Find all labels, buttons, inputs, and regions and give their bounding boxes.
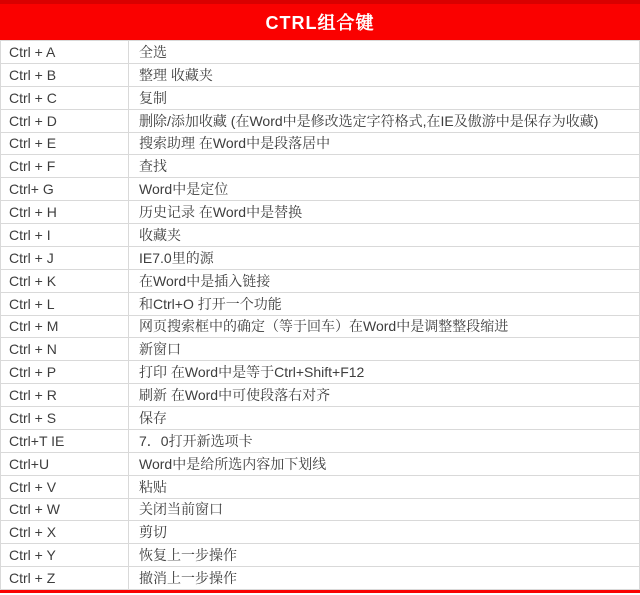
table-row	[1, 87, 639, 110]
shortcut-key-cell: Ctrl + Z	[1, 567, 129, 589]
shortcut-description-cell: 和Ctrl+O 打开一个功能	[139, 295, 282, 312]
table-row	[1, 178, 639, 201]
table-row	[1, 316, 639, 339]
table-row	[1, 64, 639, 87]
shortcut-description-cell: 在Word中是插入链接	[139, 272, 271, 289]
shortcut-description-cell: 保存	[139, 409, 167, 426]
shortcut-description-cell: 搜索助理 在Word中是段落居中	[139, 135, 331, 152]
shortcut-description-cell: 新窗口	[139, 341, 181, 358]
shortcut-key-cell: Ctrl + K	[1, 270, 129, 292]
table-row	[1, 155, 639, 178]
table-row	[1, 361, 639, 384]
shortcut-description-cell: 历史记录 在Word中是替换	[139, 204, 303, 221]
shortcut-key-cell: Ctrl + V	[1, 476, 129, 498]
table-row	[1, 224, 639, 247]
table-row	[1, 338, 639, 361]
shortcut-key-cell: Ctrl+ G	[1, 178, 129, 200]
shortcut-key-cell: Ctrl + B	[1, 64, 129, 86]
table-row	[1, 544, 639, 567]
shortcut-description-cell: 剪切	[139, 524, 167, 541]
shortcut-key-cell: Ctrl + P	[1, 361, 129, 383]
shortcut-description-cell: Word中是给所选内容加下划线	[139, 455, 327, 472]
shortcut-description-cell: 查找	[139, 158, 167, 175]
shortcut-key-cell: Ctrl + A	[1, 41, 129, 63]
page-title: CTRL组合键	[265, 13, 375, 33]
shortcut-key-cell: Ctrl + R	[1, 384, 129, 406]
table-row	[1, 133, 639, 156]
shortcut-description-cell: 整理 收藏夹	[139, 66, 213, 83]
table-row	[1, 476, 639, 499]
shortcut-description-cell: 关闭当前窗口	[139, 501, 223, 518]
table-row	[1, 270, 639, 293]
shortcut-key-cell: Ctrl + Y	[1, 544, 129, 566]
shortcut-key-cell: Ctrl+T IE	[1, 430, 129, 452]
shortcut-key-cell: Ctrl + W	[1, 499, 129, 521]
shortcut-description-cell: 打印 在Word中是等于Ctrl+Shift+F12	[139, 364, 365, 381]
shortcut-description-cell: 粘贴	[139, 478, 167, 495]
table-row	[1, 384, 639, 407]
shortcut-description-cell: 刷新 在Word中可使段落右对齐	[139, 387, 331, 404]
shortcut-key-cell: Ctrl + L	[1, 293, 129, 315]
table-row	[1, 430, 639, 453]
shortcut-key-cell: Ctrl + I	[1, 224, 129, 246]
shortcut-description-cell: IE7.0里的源	[139, 249, 214, 266]
table-row	[1, 453, 639, 476]
shortcut-key-cell: Ctrl+U	[1, 453, 129, 475]
shortcut-key-cell: Ctrl + S	[1, 407, 129, 429]
shortcut-description-cell: 删除/添加收藏 (在Word中是修改选定字符格式,在IE及傲游中是保存为收藏)	[139, 112, 599, 129]
shortcut-key-cell: Ctrl + D	[1, 110, 129, 132]
shortcut-key-cell: Ctrl + C	[1, 87, 129, 109]
table-row	[1, 567, 639, 590]
shortcut-description-cell: 收藏夹	[139, 226, 181, 243]
shortcut-key-cell: Ctrl + X	[1, 521, 129, 543]
shortcut-key-cell: Ctrl + N	[1, 338, 129, 360]
shortcut-key-cell: Ctrl + J	[1, 247, 129, 269]
shortcut-description-cell: 7．0打开新选项卡	[139, 432, 253, 449]
shortcut-table	[0, 40, 640, 590]
shortcut-description-cell: 网页搜索框中的确定（等于回车）在Word中是调整整段缩进	[139, 318, 509, 335]
shortcut-key-cell: Ctrl + F	[1, 155, 129, 177]
shortcut-description-cell: 恢复上一步操作	[139, 547, 237, 564]
shortcut-key-cell: Ctrl + E	[1, 133, 129, 155]
table-title-bar	[0, 0, 640, 40]
table-row	[1, 110, 639, 133]
shortcut-description-cell: Word中是定位	[139, 181, 229, 198]
table-row	[1, 407, 639, 430]
table-row	[1, 293, 639, 316]
table-row	[1, 201, 639, 224]
table-row	[1, 247, 639, 270]
shortcut-description-cell: 全选	[139, 43, 167, 60]
table-row	[1, 41, 639, 64]
table-row	[1, 499, 639, 522]
shortcut-key-cell: Ctrl + H	[1, 201, 129, 223]
shortcut-key-cell: Ctrl + M	[1, 316, 129, 338]
table-row	[1, 521, 639, 544]
shortcut-description-cell: 撤消上一步操作	[139, 570, 237, 587]
shortcut-description-cell: 复制	[139, 89, 167, 106]
